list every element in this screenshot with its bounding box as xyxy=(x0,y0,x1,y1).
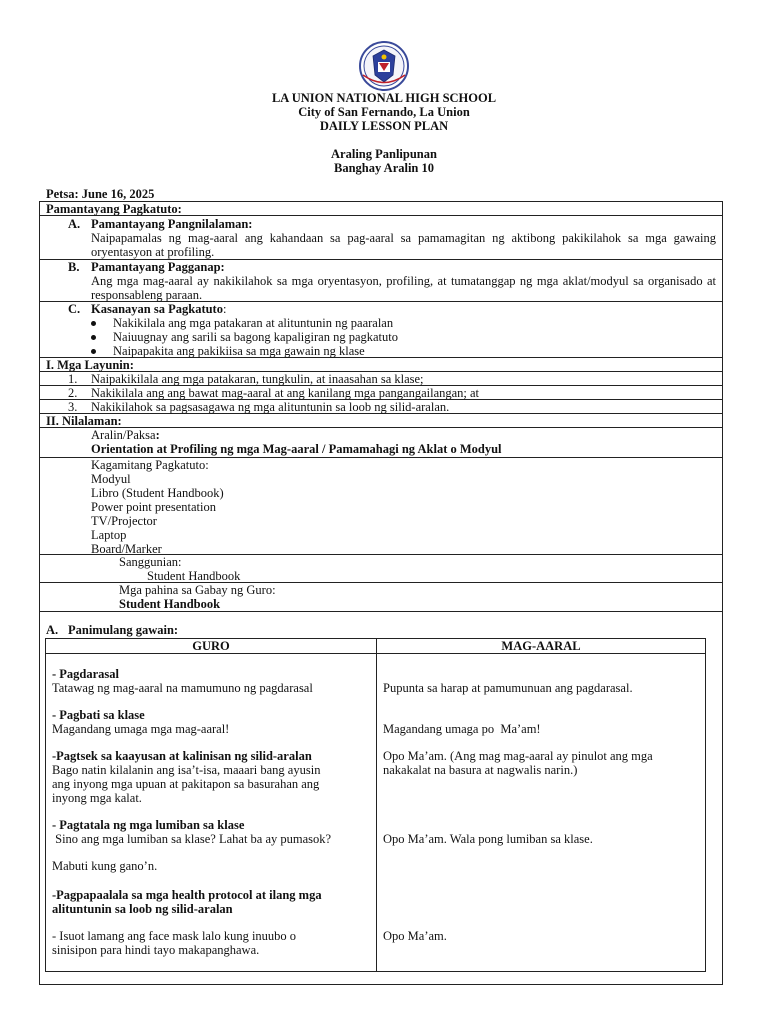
kagamitan-item: TV/Projector xyxy=(91,514,157,528)
section-b-text: Ang mga mag-aaral ay nakikilahok sa mga oryentasyon, profiling, at tumatanggap ng mga aklat/modyul sa organisado at responsableng paraan. xyxy=(91,274,716,302)
guro-line: Sino ang mga lumiban sa klase? Lahat ba ay pumasok? xyxy=(52,832,332,846)
guro-line: alituntunin sa loob ng silid-aralan xyxy=(52,902,233,916)
panimula-letter: A. xyxy=(46,623,59,637)
kagamitan-item: Libro (Student Handbook) xyxy=(91,486,224,500)
magaaral-line: Opo Ma’am. (Ang mag mag-aaral ay pinulot ang mga xyxy=(383,749,653,763)
column-header-guro: GURO xyxy=(192,639,230,653)
guro-line: - Pagtatala ng mga lumiban sa klase xyxy=(52,818,245,832)
layunin-item-number: 3. xyxy=(68,400,78,414)
pamantayan-title: Pamantayang Pagkatuto: xyxy=(46,202,182,216)
gabay-label: Mga pahina sa Gabay ng Guro: xyxy=(119,583,276,597)
kasanayan-item: Naiuugnay ang sarili sa bagong kapaligiran ng pagkatuto xyxy=(113,330,398,344)
section-a-letter: A. xyxy=(68,217,81,231)
section-c-colon: : xyxy=(222,302,227,316)
kasanayan-item: Naipapakita ang pakikiisa sa mga gawain ng klase xyxy=(113,344,365,358)
magaaral-line: Magandang umaga po Ma’am! xyxy=(383,722,541,736)
lesson-plan-table xyxy=(39,201,723,612)
guro-line: Tatawag ng mag-aaral na mamumuno ng pagdarasal xyxy=(52,681,313,695)
guro-line: inyong mga kalat. xyxy=(52,791,142,805)
kagamitan-item: Laptop xyxy=(91,528,127,542)
aralin-label-colon: : xyxy=(155,428,160,442)
date-label: Petsa: June 16, 2025 xyxy=(46,187,155,201)
section-c-heading xyxy=(91,302,226,316)
layunin-item: Nakikilahok sa pagsasagawa ng mga alituntunin sa loob ng silid-aralan. xyxy=(91,400,450,414)
guro-line: -Pagpapaalala sa mga health protocol at ilang mga xyxy=(52,888,322,902)
bullet-icon xyxy=(91,349,96,354)
kagamitan-item: Modyul xyxy=(91,472,131,486)
sanggunian-label: Sanggunian: xyxy=(119,555,182,569)
aralin-title: Orientation at Profiling ng mga Mag-aaral / Pamamahagi ng Aklat o Modyul xyxy=(91,442,502,456)
bullet-icon xyxy=(91,335,96,340)
layunin-title: I. Mga Layunin: xyxy=(46,358,134,372)
magaaral-line: Opo Ma’am. Wala pong lumiban sa klase. xyxy=(383,832,593,846)
column-divider xyxy=(376,639,377,971)
magaaral-line: Pupunta sa harap at pamumunuan ang pagdarasal. xyxy=(383,681,633,695)
guro-line: ang inyong mga upuan at pakitapon sa basurahan ang xyxy=(52,777,320,791)
kasanayan-item: Nakikilala ang mga patakaran at alituntunin ng paaralan xyxy=(113,316,394,330)
section-b-letter: B. xyxy=(68,260,80,274)
panimula-title: Panimulang gawain: xyxy=(68,623,179,637)
kagamitan-label: Kagamitang Pagkatuto: xyxy=(91,458,209,472)
section-c-letter: C. xyxy=(68,302,81,316)
aralin-label-text: Aralin/Paksa xyxy=(91,428,156,442)
layunin-item-number: 1. xyxy=(68,372,78,386)
school-name: LA UNION NATIONAL HIGH SCHOOL xyxy=(271,91,497,105)
magaaral-line: nakakalat na basura at nagwalis narin.) xyxy=(383,763,578,777)
document-type: DAILY LESSON PLAN xyxy=(319,119,449,133)
kagamitan-item: Power point presentation xyxy=(91,500,216,514)
magaaral-line: Opo Ma’am. xyxy=(383,929,447,943)
guro-line: Bago natin kilalanin ang isa’t-isa, maaari bang ayusin xyxy=(52,763,321,777)
section-a-title: Pamantayang Pangnilalaman: xyxy=(91,217,253,231)
section-b-title: Pamantayang Pagganap: xyxy=(91,260,225,274)
sanggunian-value: Student Handbook xyxy=(147,569,241,583)
guro-line: - Pagdarasal xyxy=(52,667,120,681)
section-c-title: Kasanayan sa Pagkatuto xyxy=(91,302,223,316)
aralin-label xyxy=(91,428,160,442)
school-city: City of San Fernando, La Union xyxy=(298,105,470,119)
gabay-value: Student Handbook xyxy=(119,597,221,611)
layunin-item-number: 2. xyxy=(68,386,78,400)
layunin-item: Nakikilala ang ang bawat mag-aaral at ang kanilang mga pangangailangan; at xyxy=(91,386,480,400)
subject-title: Araling Panlipunan xyxy=(331,147,437,161)
kagamitan-item: Board/Marker xyxy=(91,542,162,556)
guro-magaaral-table xyxy=(45,638,706,972)
layunin-item: Naipakikilala ang mga patakaran, tungkulin, at inaasahan sa klase; xyxy=(91,372,424,386)
deped-seal-logo xyxy=(351,41,417,91)
guro-line: Magandang umaga mga mag-aaral! xyxy=(52,722,230,736)
guro-line: - Pagbati sa klase xyxy=(52,708,145,722)
nilalaman-title: II. Nilalaman: xyxy=(46,414,122,428)
guro-line: - Isuot lamang ang face mask lalo kung inuubo o xyxy=(52,929,297,943)
column-header-magaaral: MAG-AARAL xyxy=(501,639,581,653)
guro-line: -Pagtsek sa kaayusan at kalinisan ng silid-aralan xyxy=(52,749,312,763)
section-a-text: Naipapamalas ng mag-aaral ang kahandaan sa pag-aaral sa pamamagitan ng aktibong pakikilahok sa mga gawaing oryentasyon at profiling. xyxy=(91,231,716,259)
guro-line: Mabuti kung gano’n. xyxy=(52,859,158,873)
grade-title: Banghay Aralin 10 xyxy=(333,161,435,175)
bullet-icon xyxy=(91,321,96,326)
guro-line: sinisipon para hindi tayo makapanghawa. xyxy=(52,943,260,957)
